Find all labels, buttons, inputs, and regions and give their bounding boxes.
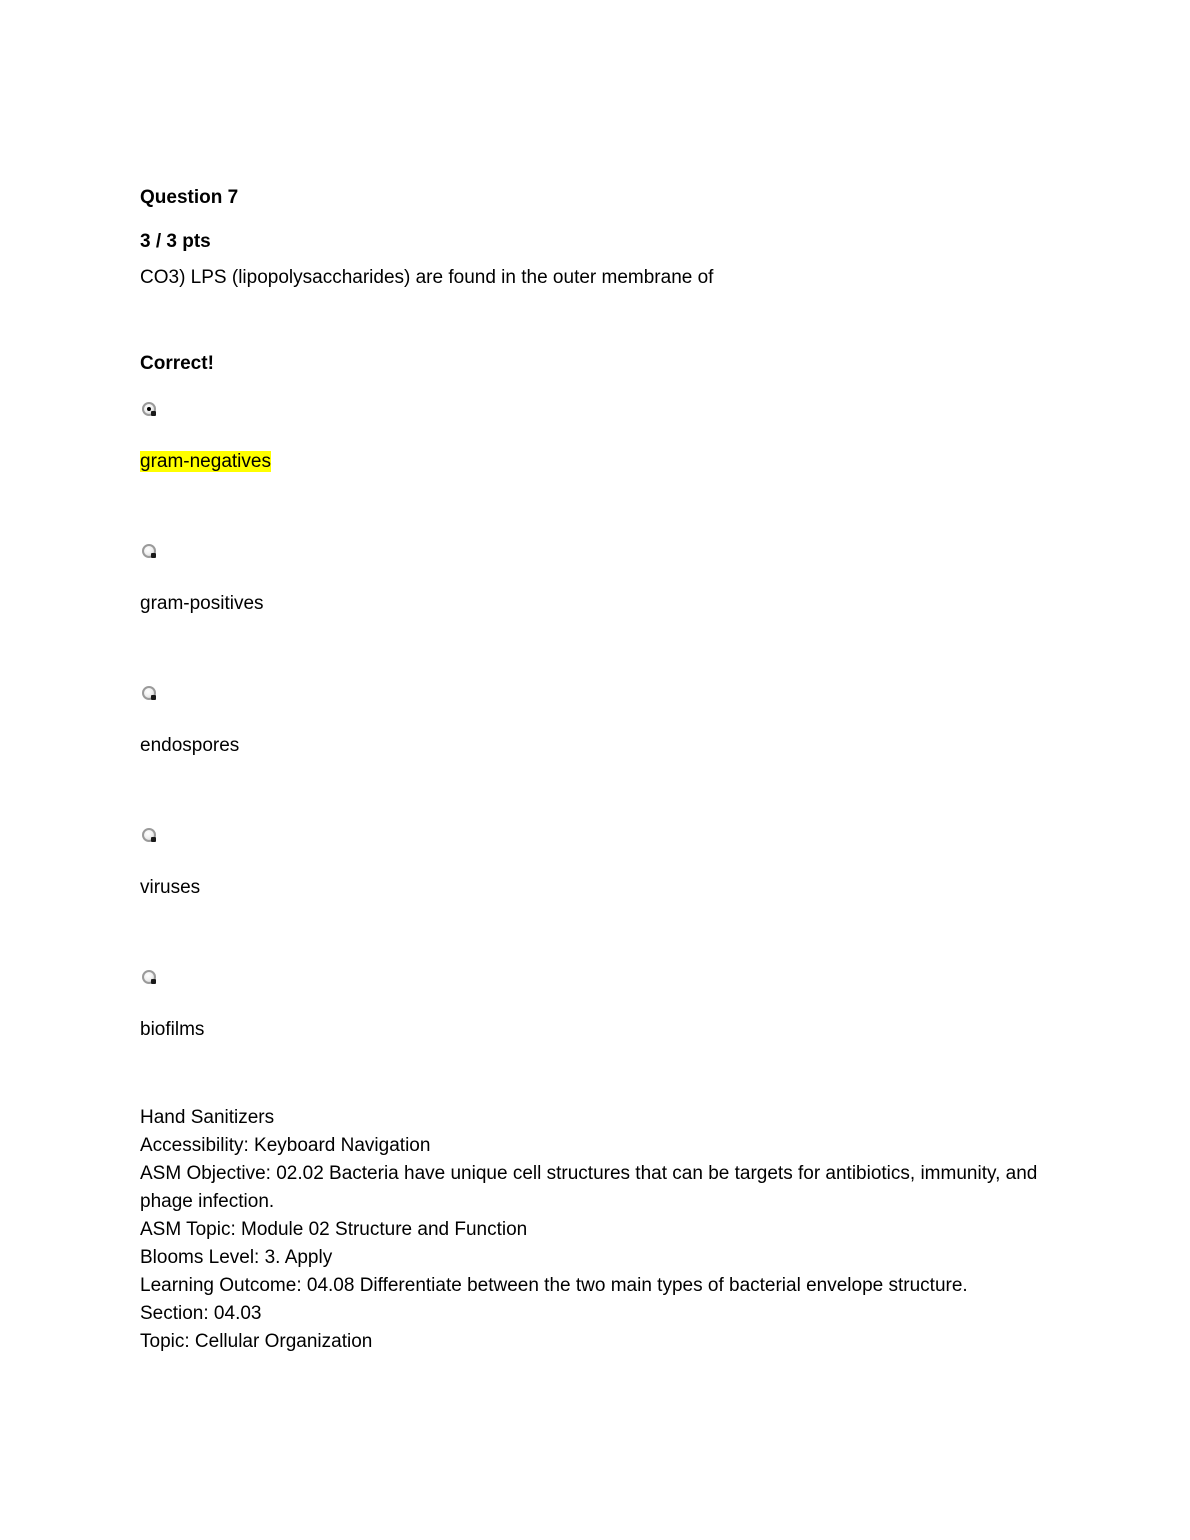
meta-blooms-level: Blooms Level: 3. Apply [140,1247,333,1268]
radio-selected-dot [147,407,151,411]
result-label: Correct! [140,353,214,374]
question-points: 3 / 3 pts [140,231,211,252]
answer-radio-1[interactable] [142,402,156,416]
question-prompt: CO3) LPS (lipopolysaccharides) are found in the outer membrane of [140,267,714,288]
answer-label-2[interactable]: gram-positives [140,593,264,614]
answer-option-1[interactable] [140,450,271,474]
question-metadata [140,1104,1050,1356]
meta-section: Section: 04.03 [140,1303,262,1324]
answer-radio-5[interactable] [142,970,156,984]
meta-accessibility: Accessibility: Keyboard Navigation [140,1135,431,1156]
meta-topic: Topic: Cellular Organization [140,1331,373,1352]
answer-label-4[interactable]: viruses [140,877,201,898]
answer-radio-2[interactable] [142,544,156,558]
answer-radio-3[interactable] [142,686,156,700]
meta-tag: Hand Sanitizers [140,1107,275,1128]
meta-learning-outcome: Learning Outcome: 04.08 Differentiate between the two main types of bacterial envelope structure. [140,1275,968,1296]
answer-radio-4[interactable] [142,828,156,842]
meta-asm-topic: ASM Topic: Module 02 Structure and Function [140,1219,528,1240]
meta-asm-objective: ASM Objective: 02.02 Bacteria have unique cell structures that can be targets for antibiotics, immunity, and phage infection. [140,1163,1038,1212]
question-title: Question 7 [140,187,239,208]
quiz-page [140,0,1050,1540]
answer-label-3[interactable]: endospores [140,735,240,756]
answer-label-1: gram-negatives [140,451,271,472]
answer-label-5[interactable]: biofilms [140,1019,205,1040]
